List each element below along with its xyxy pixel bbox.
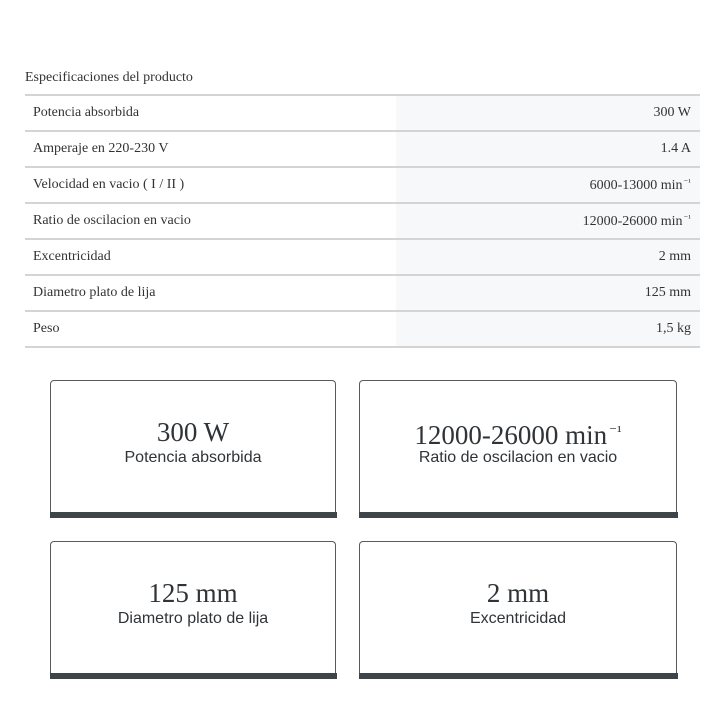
card-label: Diametro plato de lija <box>117 610 269 627</box>
card-label: Excentricidad <box>469 610 567 627</box>
table-row <box>25 239 700 275</box>
feature-card-eccentricity <box>359 541 677 679</box>
spec-label: Peso <box>33 321 60 336</box>
table-row <box>25 167 700 203</box>
spec-table <box>25 94 700 348</box>
spec-value: 125 mm <box>396 275 700 311</box>
spec-label: Ratio de oscilacion en vacio <box>33 213 191 228</box>
spec-value: 6000-13000 $\min^{^{-1}}$ <box>396 167 700 203</box>
superscript-unit: ⁻¹ <box>609 424 622 440</box>
spec-value: 300 W <box>396 95 700 131</box>
feature-card-power <box>50 380 336 518</box>
card-value: 2 mm <box>486 578 550 608</box>
table-row <box>25 275 700 311</box>
spec-value: 12000-26000 $\min^{^{-1}}$ <box>396 203 700 239</box>
spec-label: Excentricidad <box>33 249 111 264</box>
card-label: Ratio de oscilacion en vacio <box>418 449 618 466</box>
feature-card-oscillation <box>359 380 677 518</box>
card-value: 300 W <box>156 417 230 447</box>
feature-card-pad-diameter <box>50 541 336 679</box>
card-value: 125 mm <box>148 578 238 608</box>
table-row <box>25 203 700 239</box>
spec-value: 2 mm <box>396 239 700 275</box>
card-bottom-bar <box>359 673 678 679</box>
card-value: 12000-26000 min $^{^{-1}}$ <box>414 420 622 450</box>
superscript-unit: ⁻¹ <box>683 212 691 223</box>
spec-label: Potencia absorbida <box>33 105 140 120</box>
spec-label: Amperaje en 220-230 V <box>33 141 169 156</box>
spec-label: Diametro plato de lija <box>33 285 156 300</box>
table-row <box>25 131 700 167</box>
superscript-unit: ⁻¹ <box>683 176 691 187</box>
card-bottom-bar <box>50 673 337 679</box>
table-row <box>25 311 700 347</box>
spec-section-title: Especificaciones del producto <box>25 70 193 85</box>
spec-label: Velocidad en vacio ( I / II ) <box>33 177 185 192</box>
table-row <box>25 95 700 131</box>
card-label: Potencia absorbida <box>124 449 262 466</box>
card-bottom-bar <box>359 512 678 518</box>
spec-value: 1,5 kg <box>396 311 700 347</box>
spec-value: 1.4 A <box>396 131 700 167</box>
card-bottom-bar <box>50 512 337 518</box>
